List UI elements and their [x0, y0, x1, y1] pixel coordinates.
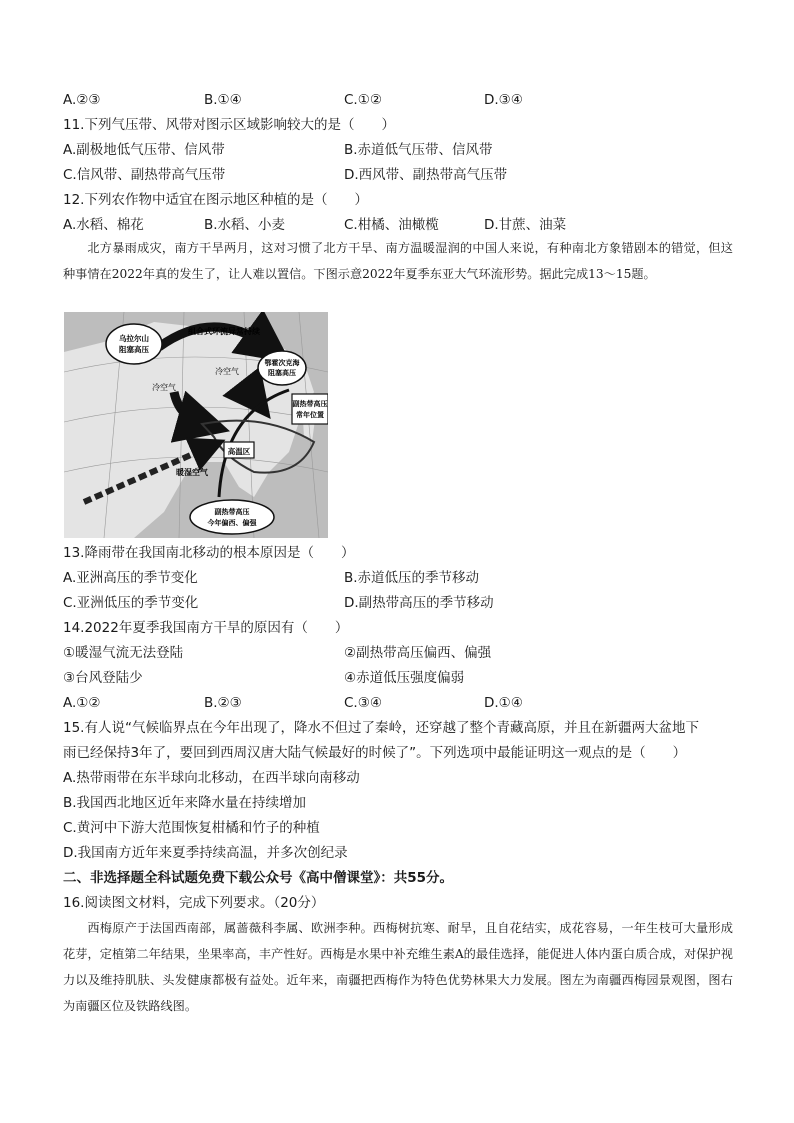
q14-option-c: C.③④	[344, 695, 382, 711]
q15-stem-line-1: 15.有人说“气候临界点在今年出现了，降水不但过了秦岭，还穿越了整个青藏高原，并且在新疆两大盆地下	[63, 720, 699, 736]
q12-option-a: A.水稻、棉花	[63, 217, 144, 233]
q12-stem: 12.下列农作物中适宜在图示地区种植的是（ ）	[63, 192, 368, 208]
q15-option-a: A.热带雨带在东半球向北移动，在西半球向南移动	[63, 770, 360, 786]
subtropical-current-label-1: 副热带高压	[214, 508, 250, 516]
q13-option-c: C.亚洲低压的季节变化	[63, 595, 199, 611]
subtropical-high-current-box	[190, 500, 274, 534]
ural-label-2: 阻塞高压	[119, 345, 149, 354]
q14-item-4: ④赤道低压强度偏弱	[344, 670, 465, 686]
section-2-heading: 二、非选择题全科试题免费下载公众号《高中僧课堂》：共55分。	[63, 870, 454, 886]
q16-stem: 16.阅读图文材料，完成下列要求。（20分）	[63, 895, 325, 911]
q16-passage: 西梅原产于法国西南部，属蔷薇科李属、欧洲李种。西梅树抗寒、耐旱，且自花结实，成花容易，一年生枝可大量形成花芽，定植第二年结果，坐果率高，丰产性好。西梅是水果中补充维生素A的最佳选择，能促进人体内蛋白质合成，对保护视力以及维持肌肤、头发健康都极有益处。近年来，南疆把西梅作为特色优势林果大力发展。图左为南疆西梅园景观图，图右为南疆区位及铁路线图。	[63, 921, 733, 1013]
q13-option-d: D.副热带高压的季节移动	[344, 595, 494, 611]
passage-1: 北方暴雨成灾，南方干旱两月，这对习惯了北方干旱、南方温暖湿润的中国人来说，有种南北方象错剧本的错觉，但这种事情在2022年真的发生了，让人难以置信。下图示意2022年夏季东亚大气环流形势。据此完成13～15题。	[63, 241, 733, 281]
q12-option-c: C.柑橘、油橄榄	[344, 217, 439, 233]
q13-stem: 13.降雨带在我国南北移动的根本原因是（ ）	[63, 545, 355, 561]
subtropical-normal-label-2: 常年位置	[296, 411, 324, 419]
q15-stem-line-2: 雨已经保持3年了，要回到西周汉唐大陆气候最好的时候了”。下列选项中最能证明这一观点的是（ ）	[63, 745, 687, 761]
q14-item-3: ③台风登陆少	[63, 670, 143, 686]
subtropical-normal-label-1: 副热带高压	[292, 400, 328, 408]
q15-option-d: D.我国南方近年来夏季持续高温，并多次创纪录	[63, 845, 348, 861]
warm-moist-air-label: 暖湿空气	[176, 468, 208, 477]
okhotsk-label-2: 阻塞高压	[268, 369, 296, 377]
q12-option-d: D.甘蔗、油菜	[484, 217, 567, 233]
q10-option-c: C.①②	[344, 92, 382, 108]
q11-option-a: A.副极地低气压带、信风带	[63, 142, 225, 158]
q11-option-c: C.信风带、副热带高气压带	[63, 167, 226, 183]
q14-stem: 14.2022年夏季我国南方干旱的原因有（ ）	[63, 620, 349, 636]
q10-option-a: A.②③	[63, 92, 101, 108]
subtropical-high-normal-box	[292, 394, 328, 424]
okhotsk-label-1: 鄂霍次克海	[264, 359, 300, 367]
q14-item-1: ①暖湿气流无法登陆	[63, 645, 184, 661]
circulation-map	[64, 312, 328, 538]
q15-option-c: C.黄河中下游大范围恢复柑橘和竹子的种植	[63, 820, 320, 836]
cold-air-label-east: 冷空气	[215, 367, 239, 376]
q10-option-d: D.③④	[484, 92, 523, 108]
okhotsk-blocking-high-box	[258, 351, 306, 385]
q14-option-b: B.②③	[204, 695, 242, 711]
cold-air-label-west: 冷空气	[152, 383, 176, 392]
combined-circulation-label: 组合式环流异常持续	[188, 327, 260, 336]
q13-option-a: A.亚洲高压的季节变化	[63, 570, 198, 586]
q14-item-2: ②副热带高压偏西、偏强	[344, 645, 492, 661]
q11-option-b: B.赤道低气压带、信风带	[344, 142, 493, 158]
q14-option-d: D.①④	[484, 695, 523, 711]
q11-stem: 11.下列气压带、风带对图示区域影响较大的是（ ）	[63, 117, 395, 133]
q13-option-b: B.赤道低压的季节移动	[344, 570, 480, 586]
q15-option-b: B.我国西北地区近年来降水量在持续增加	[63, 795, 307, 811]
q10-option-b: B.①④	[204, 92, 242, 108]
ural-label-1: 乌拉尔山	[119, 334, 149, 343]
ural-blocking-high-box	[106, 324, 162, 364]
subtropical-current-label-2: 今年偏西、偏强	[207, 519, 257, 527]
q14-option-a: A.①②	[63, 695, 101, 711]
q12-option-b: B.水稻、小麦	[204, 217, 286, 233]
q11-option-d: D.西风带、副热带高气压带	[344, 167, 508, 183]
high-temperature-zone-label: 高温区	[227, 447, 251, 456]
